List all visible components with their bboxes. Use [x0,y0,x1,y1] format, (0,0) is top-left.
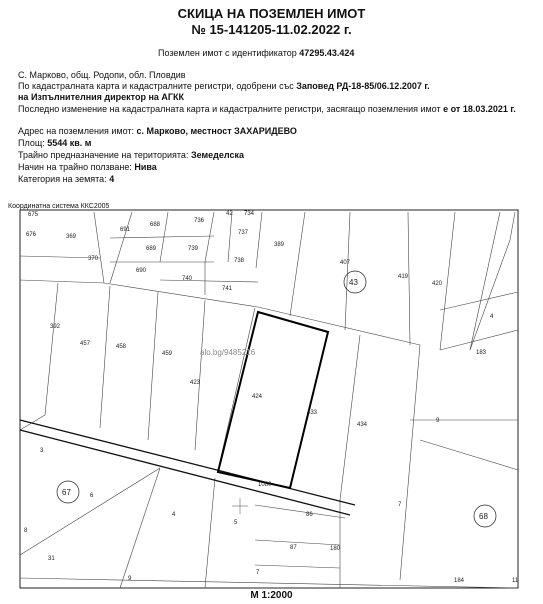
parcel-label: 433 [307,410,318,416]
parcel-label: 420 [432,281,443,287]
coordinate-system-label: Координатна система ККС2005 [8,203,110,210]
area-label: Площ: [18,138,45,148]
parcel-label: 7 [256,570,260,576]
parcel-label: 434 [357,422,368,428]
document-title: СКИЦА НА ПОЗЕМЛЕН ИМОТ [177,6,366,21]
map-approval-value: Заповед РД-18-85/06.12.2007 г. [296,81,430,91]
parcel-label: 739 [188,246,199,252]
parcel-label: 11 [512,578,519,584]
parcel-label: 5 [234,520,238,526]
parcel-label: 458 [116,344,127,350]
parcel-label: 4 [490,314,494,320]
parcel-label: 4 [172,512,176,518]
area-value: 5544 кв. м [47,138,92,148]
usage-label: Начин на трайно ползване: [18,162,132,172]
location-line: С. Марково, общ. Родопи, обл. Пловдив [18,70,186,80]
parcel-label: 423 [190,380,201,386]
category-label: Категория на земята: [18,174,107,184]
parcel-label: 9 [436,418,440,424]
parcel-label: 369 [66,234,77,240]
parcel-label: 42 [226,211,233,217]
parcel-label: 9 [128,576,132,582]
parcel-label: 6 [90,493,94,499]
parcel-label: 392 [50,324,61,330]
parcel-label: 676 [26,232,37,238]
purpose-value: Земеделска [190,150,244,160]
parcel-label: 407 [340,260,351,266]
parcel-label: 86 [306,512,313,518]
parcel-label: 740 [182,276,193,282]
parcel-label: 688 [150,222,161,228]
parcel-label: 738 [234,258,245,264]
document-number: № 15-141205-11.02.2022 г. [191,22,352,37]
identifier-value: 47295.43.424 [299,48,355,58]
parcel-label: 419 [398,274,409,280]
parcel-label: 457 [80,341,91,347]
parcel-label: 1080 [258,482,272,488]
purpose-label: Трайно предназначение на територията: [18,150,189,160]
map-frame [20,210,518,588]
last-change-label: Последно изменение на кадастралната карта и кадастралните регистри, засягащо поземления имот [18,104,441,114]
parcel-label: 31 [48,556,55,562]
parcel-label: 691 [120,227,131,233]
last-change-value: е от 18.03.2021 г. [443,104,516,114]
parcel-label: 675 [28,212,39,218]
parcel-label: 180 [330,546,341,552]
parcel-label: 183 [476,350,487,356]
parcel-label: 741 [222,286,233,292]
map-approval-authority: на Изпълнителния директор на АГКК [18,92,184,102]
watermark: alo.bg/9485216 [200,348,256,357]
parcel-label: 690 [136,268,147,274]
zone-number-67: 67 [62,488,71,497]
parcel-label: 8 [24,528,28,534]
address-value: с. Марково, местност ЗАХАРИДЕВО [136,126,297,136]
parcel-label: 734 [244,211,255,217]
parcel-label: 184 [454,578,465,584]
zone-number-68: 68 [479,512,488,521]
parcel-label: 736 [194,218,205,224]
parcel-label: 7 [398,502,402,508]
parcel-424-outline [218,312,328,488]
parcel-boundaries [20,212,518,588]
category-value: 4 [109,174,115,184]
parcel-label: 370 [88,256,99,262]
usage-value: Нива [134,162,157,172]
parcel-label: 87 [290,545,297,551]
parcel-label: 389 [274,242,285,248]
road-lines [20,420,355,515]
parcel-label: 3 [40,448,44,454]
parcel-label: 424 [252,394,263,400]
map-scale: М 1:2000 [250,590,293,601]
parcel-label: 737 [238,230,249,236]
identifier-label: Поземлен имот с идентификатор [158,48,297,58]
address-label: Адрес на поземления имот: [18,126,135,136]
cross-marker [232,498,248,514]
map-approval-label: По кадастралната карта и кадастралните регистри, одобрени със [18,81,294,91]
zone-number-43: 43 [349,278,358,287]
parcel-label: 689 [146,246,157,252]
parcel-label: 459 [162,351,173,357]
